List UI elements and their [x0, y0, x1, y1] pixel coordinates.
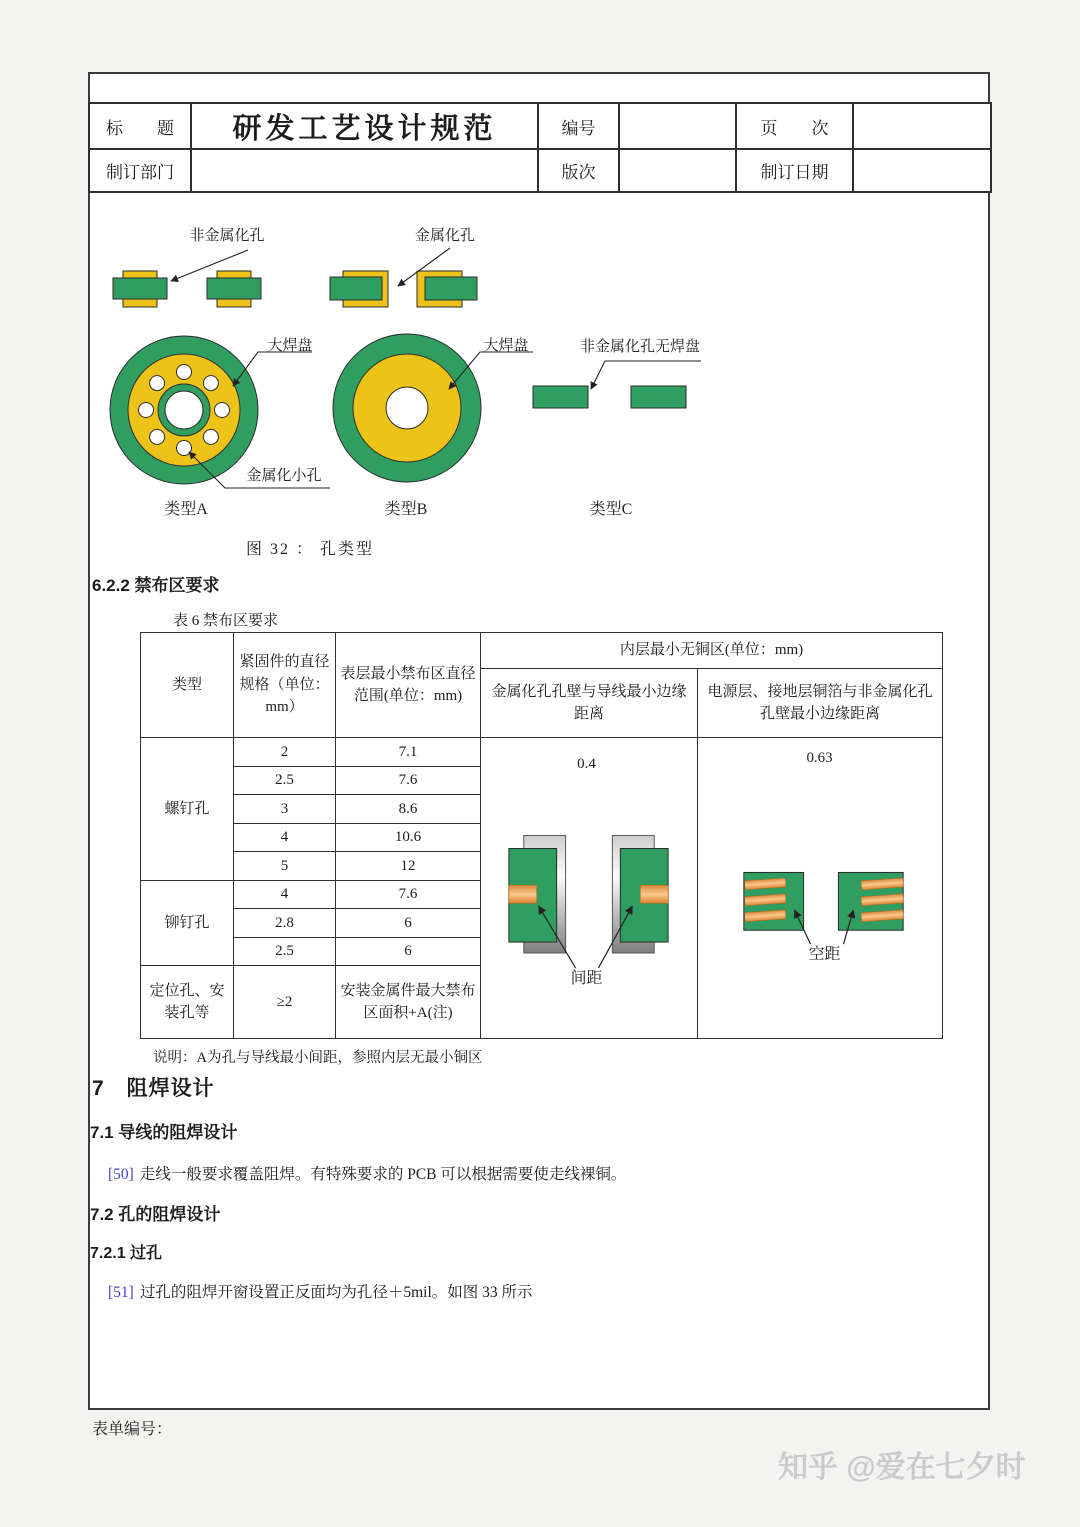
table-cell: 安装金属件最大禁布区面积+A(注): [336, 966, 481, 1039]
figure-caption: 图 32 ： 孔类型: [245, 541, 374, 558]
caption-type-c: 类型C: [589, 501, 633, 518]
pad-type-a: [110, 336, 258, 484]
heading-7-1: 7.1 导线的阻焊设计: [90, 1123, 238, 1142]
version-value-cell: [619, 149, 736, 192]
table-cell: ≥2: [234, 966, 336, 1039]
clearance-label: 空距: [808, 946, 841, 964]
table-cell: 7.1: [336, 738, 481, 767]
heading-6-2-2: 6.2.2 禁布区要求: [92, 576, 220, 595]
col-type-header: 类型: [141, 633, 234, 738]
clause-50-text: 走线一般要求覆盖阻焊。有特殊要求的 PCB 可以根据需要使走线裸铜。: [139, 1166, 627, 1183]
col-surface-header: 表层最小禁布区直径范围(单位：mm): [336, 633, 481, 738]
rivet-hole-label: 铆钉孔: [141, 880, 234, 966]
label-non-metallized-hole: 非金属化孔: [189, 228, 265, 244]
number-label-cell: 编号: [538, 103, 619, 149]
table6-note: 说明：A为孔与导线最小间距，参照内层无最小铜区: [153, 1050, 483, 1066]
version-label-cell: 版次: [538, 149, 619, 192]
table-cell: 5: [234, 852, 336, 881]
table-cell: 4: [234, 880, 336, 909]
col-inner-npth-header: 电源层、接地层铜箔与非金属化孔孔壁最小边缘距离: [698, 669, 943, 738]
pth-spacing-diagram: [481, 738, 697, 1038]
npth-clearance-diagram: [698, 738, 942, 1038]
title-label-cell: 标 题: [89, 103, 191, 149]
table-cell: 7.6: [336, 880, 481, 909]
label-non-metallized-no-pad: 非金属化孔无焊盘: [579, 339, 701, 355]
pth-spacing-diagram-cell: [481, 738, 698, 1039]
table-cell: 2.8: [234, 909, 336, 938]
label-small-metallized-hole: 金属化小孔: [246, 468, 322, 484]
table6-caption: 表 6 禁布区要求: [173, 613, 279, 629]
clause-50-tag: [50]: [108, 1166, 134, 1183]
locating-hole-label: 定位孔、安装孔等: [141, 966, 234, 1039]
date-value-cell: [853, 149, 991, 192]
table-cell: 3: [234, 795, 336, 824]
paragraph-51: [108, 1280, 808, 1302]
clause-51-text: 过孔的阻焊开窗设置正反面均为孔径＋5mil。如图 33 所示: [139, 1284, 533, 1301]
col-inner-header: 内层最小无铜区(单位：mm): [481, 633, 943, 669]
heading-7-2: 7.2 孔的阻焊设计: [90, 1205, 221, 1224]
pad-type-c: [533, 386, 686, 408]
col-inner-pth-header: 金属化孔孔壁与导线最小边缘距离: [481, 669, 698, 738]
clause-51-tag: [51]: [108, 1284, 134, 1301]
caption-type-b: 类型B: [384, 501, 428, 518]
dept-label-cell: 制订部门: [89, 149, 191, 192]
table-cell: 2.5: [234, 937, 336, 966]
table-cell: 10.6: [336, 823, 481, 852]
inner-trace-left: [509, 885, 537, 903]
table-cell: 12: [336, 852, 481, 881]
screw-hole-label: 螺钉孔: [141, 738, 234, 881]
document-title: 研发工艺设计规范: [191, 103, 538, 149]
table-cell: 7.6: [336, 766, 481, 795]
inner-trace-right: [640, 885, 668, 903]
label-big-pad-b: 大焊盘: [483, 338, 529, 354]
heading-7-2-1: 7.2.1 过孔: [90, 1245, 163, 1262]
label-big-pad-a: 大焊盘: [267, 338, 313, 354]
header-table: [88, 102, 992, 193]
caption-type-a: 类型A: [164, 501, 208, 518]
npth-clearance-diagram-cell: [698, 738, 943, 1039]
table-cell: 6: [336, 937, 481, 966]
table-cell: 2.5: [234, 766, 336, 795]
watermark: 知乎 @爱在七夕时: [778, 1451, 1026, 1484]
table-cell: 6: [336, 909, 481, 938]
pad-type-b: [333, 334, 481, 482]
page-label-cell: 页 次: [736, 103, 853, 149]
figure-hole-types: [88, 200, 990, 530]
leader-non-metallized-no-pad: [591, 361, 701, 389]
table-cell: 8.6: [336, 795, 481, 824]
spacing-label: 间距: [570, 969, 603, 987]
dept-value-cell: [191, 149, 538, 192]
col-fastener-header: 紧固件的直径规格（单位：mm）: [234, 633, 336, 738]
label-metallized-hole: 金属化孔: [414, 228, 476, 244]
table-cell: 2: [234, 738, 336, 767]
pth-cross-section: [330, 271, 477, 307]
paragraph-50: [108, 1162, 808, 1184]
npth-value: 0.63: [806, 749, 833, 766]
npth-cross-section: [113, 271, 261, 307]
table-cell: 4: [234, 823, 336, 852]
form-number-label: 表单编号：: [92, 1421, 173, 1438]
page-value-cell: [853, 103, 991, 149]
pth-value: 0.4: [577, 755, 596, 772]
number-value-cell: [619, 103, 736, 149]
keepout-table: [140, 632, 943, 1039]
date-label-cell: 制订日期: [736, 149, 853, 192]
heading-7: 7 阻焊设计: [92, 1077, 215, 1100]
